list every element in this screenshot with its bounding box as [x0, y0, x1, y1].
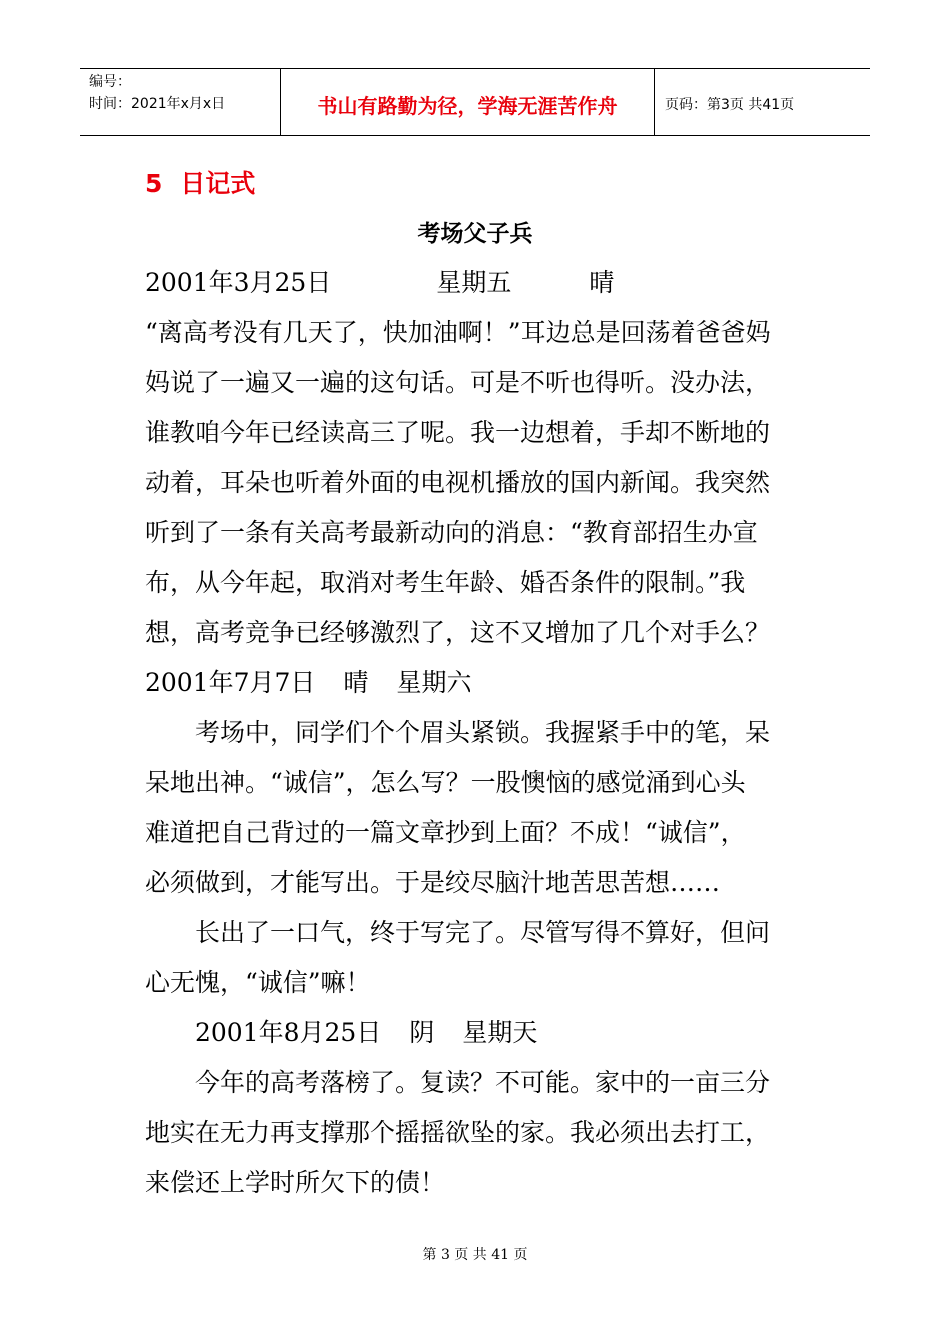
number-label: 编号：	[89, 74, 131, 90]
header-motto: 书山有路勤为径，学海无涯苦作舟	[281, 69, 655, 135]
page-header	[80, 68, 870, 136]
header-page-info: 页码：第3页 共41页	[665, 97, 795, 113]
paragraph-line: 心无愧，“诚信”嘛！	[145, 968, 371, 997]
entry-date: 2001年8月25日	[195, 1018, 382, 1047]
section-title: 日记式	[180, 169, 256, 198]
entry-day: 星期五	[436, 268, 512, 297]
time-label: 时间：2021年x月x日	[89, 96, 226, 112]
paragraph-line: 妈说了一遍又一遍的这句话。可是不听也得听。没办法，	[145, 368, 771, 397]
header-meta	[80, 69, 281, 135]
section-number: 5	[145, 169, 163, 198]
entry-day: 星期六	[396, 668, 472, 697]
paragraph-line: “离高考没有几天了，快加油啊！”耳边总是回荡着爸爸妈	[145, 318, 771, 347]
paragraph-line: 难道把自己背过的一篇文章抄到上面？不成！“诚信”，	[145, 818, 746, 847]
entry-weather: 晴	[343, 668, 369, 697]
essay-title: 考场父子兵	[417, 221, 533, 247]
paragraph-line: 布，从今年起，取消对考生年龄、婚否条件的限制。”我	[145, 568, 746, 597]
diary-entry-date	[145, 1008, 810, 1058]
paragraph-line: 谁教咱今年已经读高三了呢。我一边想着，手却不断地的	[145, 418, 771, 447]
paragraph-line: 地实在无力再支撑那个摇摇欲坠的家。我必须出去打工，	[145, 1118, 771, 1147]
entry-date: 2001年7月7日	[145, 668, 316, 697]
paragraph-line: 听到了一条有关高考最新动向的消息：“教育部招生办宣	[145, 518, 758, 547]
page-footer: 第 3 页 共 41 页	[422, 1247, 528, 1263]
diary-entry-date	[145, 258, 810, 308]
entry-day: 星期天	[462, 1018, 538, 1047]
entry-weather: 晴	[589, 268, 615, 297]
paragraph-line: 必须做到，才能写出。于是绞尽脑汁地苦思苦想……	[145, 868, 721, 897]
paragraph-line: 长出了一口气，终于写完了。尽管写得不算好，但问	[195, 918, 771, 947]
paragraph-line: 想，高考竞争已经够激烈了，这不又增加了几个对手么？	[145, 618, 771, 647]
paragraph-line: 呆地出神。“诚信”，怎么写？一股懊恼的感觉涌到心头	[145, 768, 746, 797]
essay-body	[145, 258, 810, 1208]
entry-weather: 阴	[409, 1018, 435, 1047]
paragraph-line: 来偿还上学时所欠下的债！	[145, 1168, 446, 1197]
section-heading	[145, 164, 255, 200]
entry-date: 2001年3月25日	[145, 268, 332, 297]
diary-entry-date	[145, 658, 810, 708]
paragraph-line: 动着，耳朵也听着外面的电视机播放的国内新闻。我突然	[145, 468, 771, 497]
paragraph-line: 考场中，同学们个个眉头紧锁。我握紧手中的笔，呆	[195, 718, 771, 747]
paragraph-line: 今年的高考落榜了。复读？不可能。家中的一亩三分	[195, 1068, 771, 1097]
